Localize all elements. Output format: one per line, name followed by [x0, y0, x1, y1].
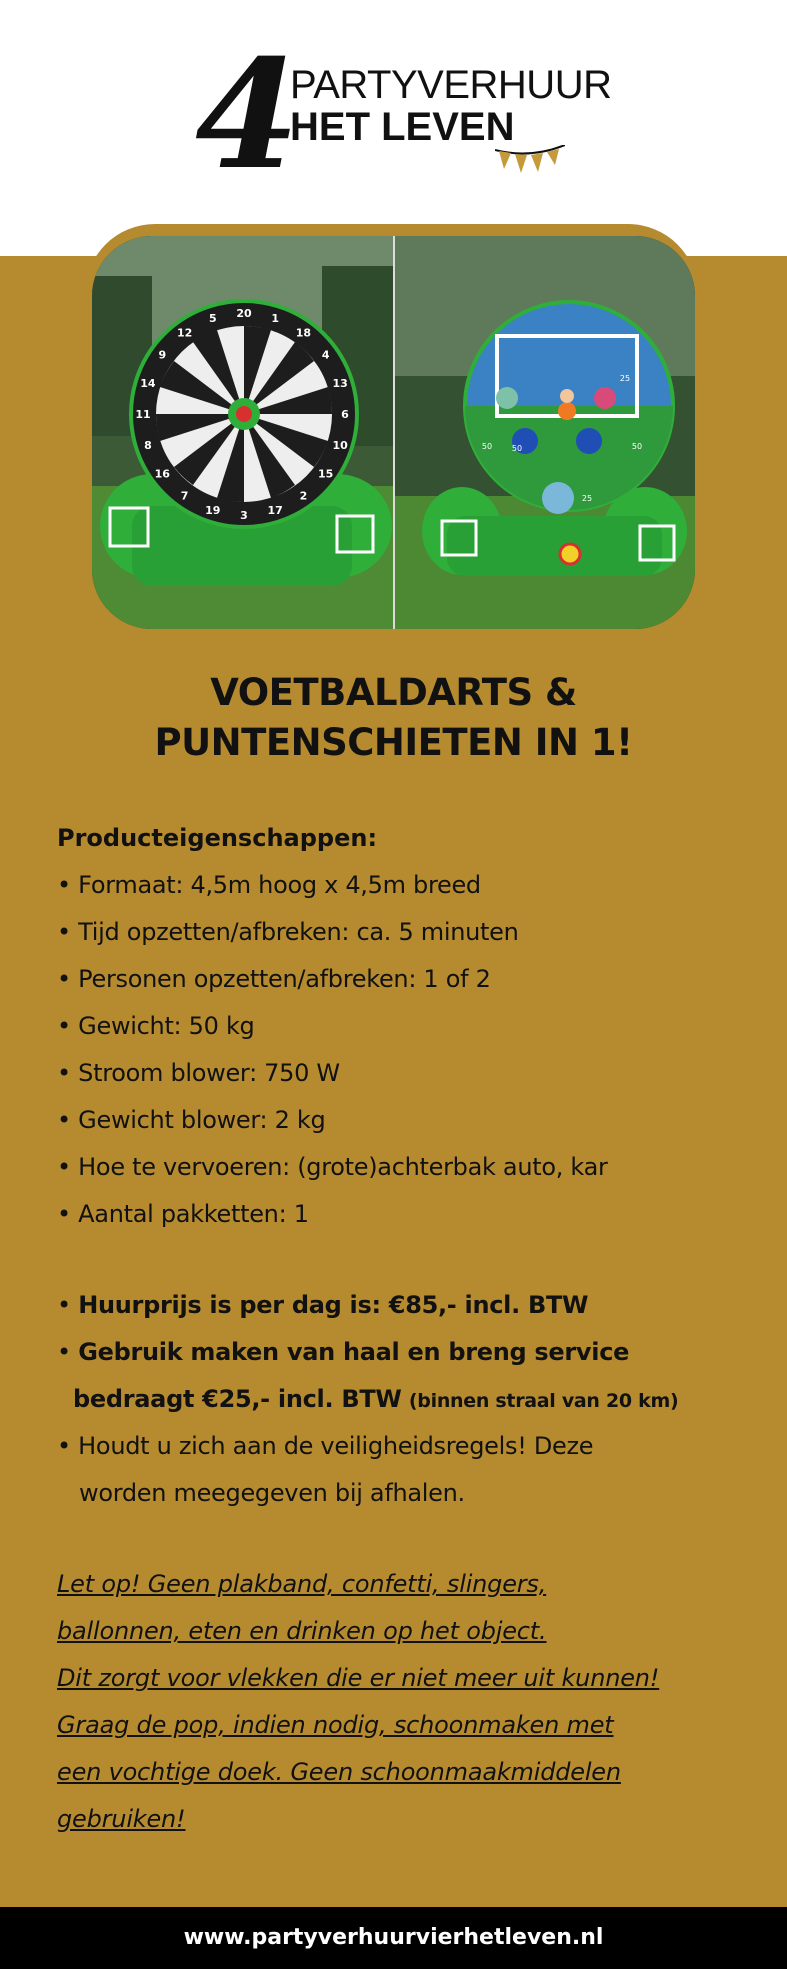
- warning-text: [57, 1561, 757, 1843]
- rules-line2: worden meegegeven bij afhalen.: [79, 1479, 465, 1507]
- dartboard-number: 11: [135, 408, 151, 421]
- warning-line: een vochtige doek. Geen schoonmaakmiddelen: [57, 1758, 621, 1786]
- logo-line2: HET LEVEN: [290, 105, 515, 149]
- spacer: [57, 1238, 757, 1282]
- property-item: • Hoe te vervoeren: (grote)achterbak auto, kar: [57, 1153, 608, 1181]
- dartboard-number: 10: [332, 439, 348, 453]
- warning-line: Dit zorgt voor vlekken die er niet meer uit kunnen!: [57, 1664, 660, 1692]
- service-line: [57, 1329, 757, 1376]
- property-item: • Stroom blower: 750 W: [57, 1059, 340, 1087]
- warning-line: Let op! Geen plakband, confetti, slingers,: [57, 1570, 547, 1598]
- dartboard-number: 4: [321, 348, 330, 362]
- product-title-line2: PUNTENSCHIETEN IN 1!: [154, 721, 633, 764]
- price-line: [57, 1282, 757, 1329]
- goal-score: 50: [511, 444, 523, 453]
- dartboard-number: 6: [341, 408, 349, 421]
- warning-line: gebruiken!: [57, 1805, 186, 1833]
- goal-score: 25: [619, 374, 631, 383]
- price-bullet: •: [57, 1291, 71, 1319]
- goal-score: 50: [481, 442, 493, 451]
- dartboard-number: 13: [332, 376, 348, 390]
- dartboard-number: 9: [158, 348, 167, 362]
- product-title: [0, 668, 787, 768]
- service-bullet: •: [57, 1338, 71, 1366]
- footer: [0, 1907, 787, 1969]
- property-item: • Gewicht blower: 2 kg: [57, 1106, 326, 1134]
- dartboard-number: 7: [180, 489, 189, 503]
- dartboard-number: 17: [267, 504, 283, 518]
- dartboard-number: 8: [144, 439, 152, 453]
- logo[interactable]: [195, 27, 612, 203]
- dartboard-number: 19: [205, 504, 221, 518]
- logo-number: 4: [195, 27, 300, 203]
- dartboard-number: 15: [318, 467, 334, 481]
- service-price: bedraagt €25,- incl. BTW: [73, 1385, 402, 1413]
- logo-line1: PARTYVERHUUR: [290, 63, 612, 107]
- goal-score: 25: [581, 494, 593, 503]
- service-text: Gebruik maken van haal en breng service: [78, 1338, 630, 1366]
- dartboard-number: 16: [154, 467, 170, 481]
- dartboard-number: 1: [271, 311, 280, 325]
- dartboard-number: 20: [236, 307, 252, 320]
- property-item: • Aantal pakketten: 1: [57, 1200, 309, 1228]
- warning-line: Graag de pop, indien nodig, schoonmaken met: [57, 1711, 614, 1739]
- dartboard-number: 2: [299, 489, 308, 503]
- bunting-icon: [495, 145, 565, 185]
- dartboard-number: 18: [295, 326, 312, 340]
- dartboard-number: 14: [140, 376, 156, 390]
- property-item: • Gewicht: 50 kg: [57, 1012, 255, 1040]
- product-photo: [92, 236, 695, 629]
- goal-score: 50: [631, 442, 643, 451]
- product-details: [57, 815, 757, 1843]
- website-link[interactable]: www.partyverhuurvierhetleven.nl: [183, 1925, 604, 1950]
- property-item: • Personen opzetten/afbreken: 1 of 2: [57, 965, 491, 993]
- property-item: • Formaat: 4,5m hoog x 4,5m breed: [57, 871, 481, 899]
- product-title-line1: VOETBALDARTS &: [210, 671, 577, 714]
- property-item: • Tijd opzetten/afbreken: ca. 5 minuten: [57, 918, 519, 946]
- warning-line: ballonnen, eten en drinken op het object.: [57, 1617, 547, 1645]
- service-price-line: [57, 1376, 757, 1423]
- dartboard-number: 3: [240, 509, 248, 522]
- properties-heading: Producteigenschappen:: [57, 824, 378, 852]
- dartboard-number: 5: [208, 311, 217, 325]
- rental-price: Huurprijs is per dag is: €85,- incl. BTW: [78, 1291, 589, 1319]
- dartboard-number: 12: [176, 326, 193, 340]
- rules-line1: • Houdt u zich aan de veiligheidsregels! Deze: [57, 1432, 594, 1460]
- service-note: (binnen straal van 20 km): [408, 1390, 679, 1412]
